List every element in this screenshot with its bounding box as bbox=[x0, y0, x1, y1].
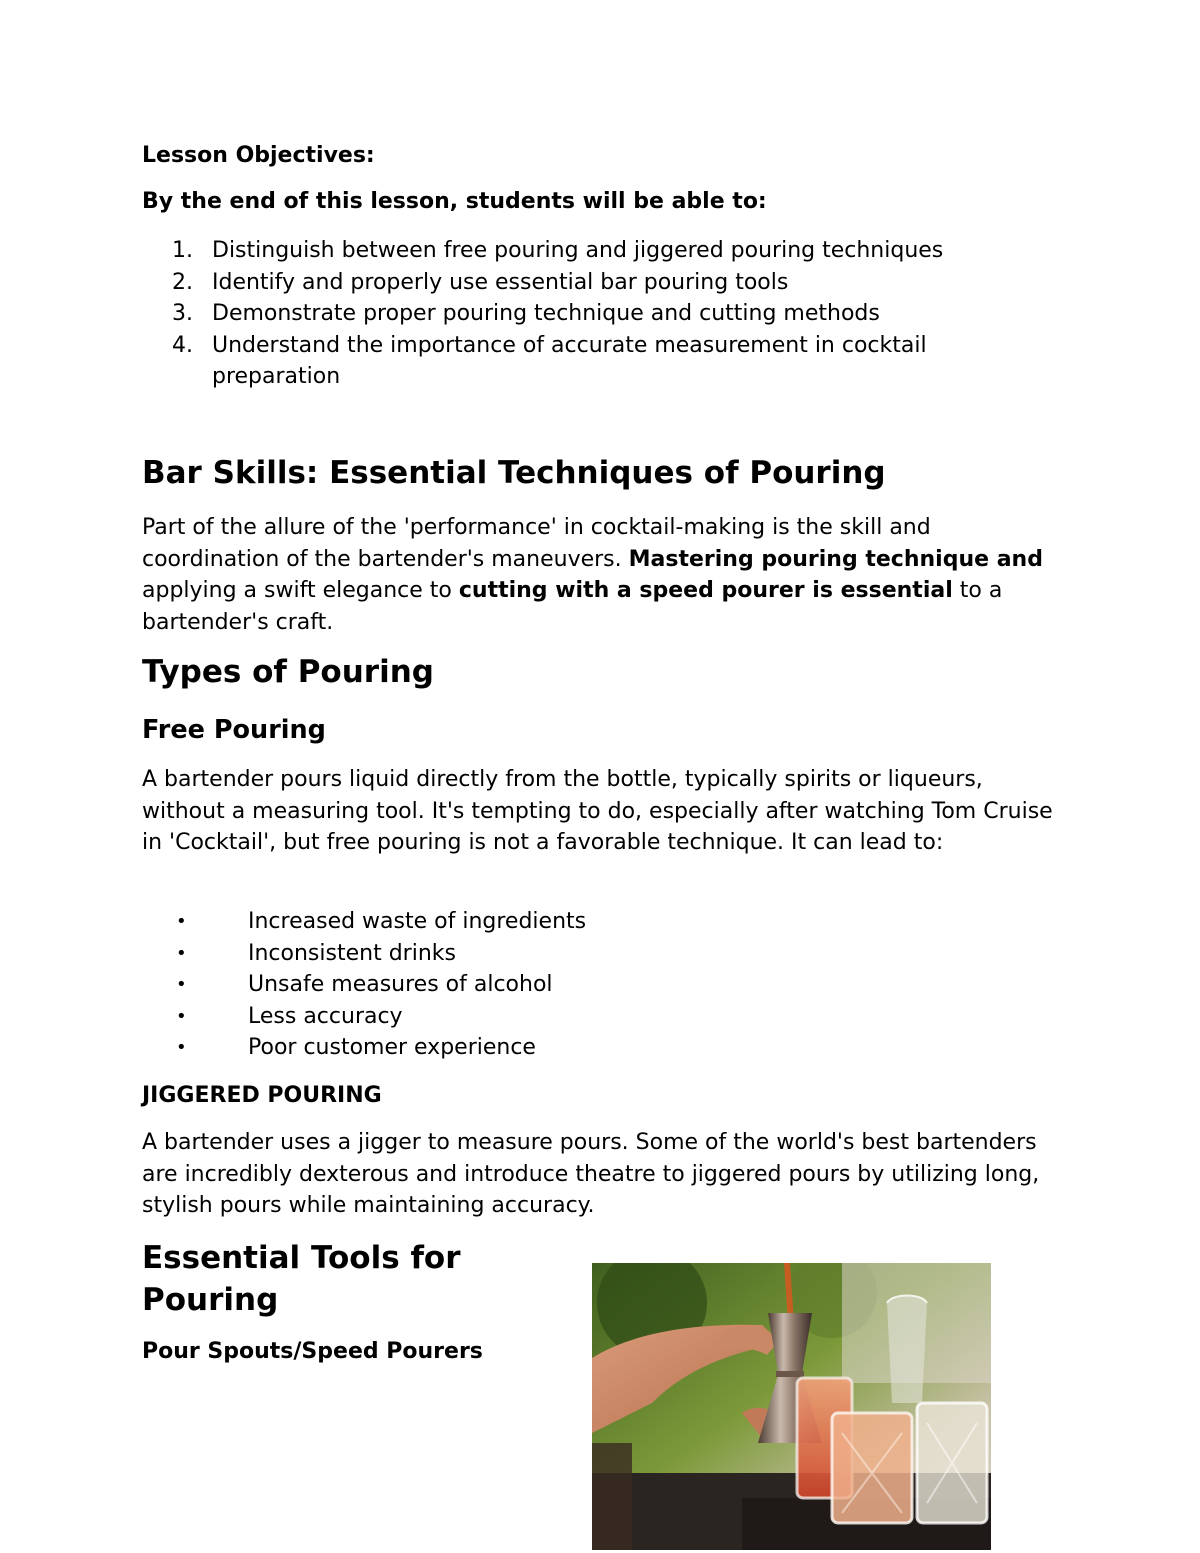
bar-skills-paragraph bbox=[142, 512, 1057, 638]
list-item-text: Unsafe measures of alcohol bbox=[248, 972, 553, 997]
list-item bbox=[172, 330, 1052, 393]
list-item-text: Inconsistent drinks bbox=[248, 940, 456, 966]
bar-skills-heading: Bar Skills: Essential Techniques of Pouring bbox=[142, 455, 886, 491]
pour-spouts-subheading: Pour Spouts/Speed Pourers bbox=[142, 1339, 483, 1364]
list-number: 4. bbox=[172, 332, 193, 358]
objectives-intro: By the end of this lesson, students will be able to: bbox=[142, 189, 767, 214]
essential-tools-heading: Essential Tools for Pouring bbox=[142, 1240, 461, 1318]
free-pouring-paragraph: A bartender pours liquid directly from the bottle, typically spirits or liqueurs, without a measuring tool. It's tempting to do, especially after watching Tom Cruise in 'Cocktail', but free pouring is not a favorable technique. It can lead to: bbox=[142, 767, 1053, 855]
list-item-text: Demonstrate proper pouring technique and cutting methods bbox=[212, 301, 880, 326]
list-item bbox=[172, 969, 586, 1001]
list-item bbox=[172, 938, 586, 970]
bullet-icon: • bbox=[176, 974, 187, 995]
list-item bbox=[172, 1032, 586, 1064]
objectives-title: Lesson Objectives: bbox=[142, 143, 375, 168]
objectives-list bbox=[172, 235, 1052, 393]
bartender-jigger-photo bbox=[592, 1263, 991, 1550]
paragraph-text: Part of the allure of the 'performance' in cocktail-making is the skill and coordination of the bartender's maneuvers. bbox=[142, 515, 931, 572]
bullet-icon: • bbox=[176, 1037, 187, 1058]
paragraph-text: to a bartender's craft. bbox=[142, 578, 1003, 635]
list-item bbox=[172, 298, 1052, 330]
list-item bbox=[172, 267, 1052, 299]
types-heading: Types of Pouring bbox=[142, 654, 434, 690]
list-item-text: Less accuracy bbox=[248, 1003, 403, 1029]
list-number: 2. bbox=[172, 269, 193, 295]
list-item bbox=[172, 1001, 586, 1033]
list-item-text: Poor customer experience bbox=[248, 1035, 536, 1060]
list-number: 3. bbox=[172, 301, 193, 326]
list-item bbox=[172, 906, 586, 938]
list-number: 1. bbox=[172, 238, 193, 263]
bullet-icon: • bbox=[176, 1005, 187, 1027]
list-item-text: Identify and properly use essential bar pouring tools bbox=[212, 269, 789, 295]
paragraph-bold-text: cutting with a speed pourer is essential bbox=[458, 578, 953, 603]
paragraph-bold-text: Mastering pouring technique and bbox=[628, 546, 1043, 572]
bullet-icon: • bbox=[176, 942, 187, 964]
jiggered-pouring-paragraph: A bartender uses a jigger to measure pours. Some of the world's best bartenders are incredibly dexterous and introduce theatre to jiggered pours by utilizing long, stylish pours while maintaining accuracy. bbox=[142, 1130, 1040, 1218]
list-item-text: Understand the importance of accurate measurement in cocktail preparation bbox=[212, 332, 927, 389]
list-item-text: Increased waste of ingredients bbox=[248, 909, 587, 934]
jiggered-pouring-heading: JIGGERED POURING bbox=[142, 1083, 382, 1108]
list-item-text: Distinguish between free pouring and jiggered pouring techniques bbox=[212, 238, 944, 263]
free-pouring-list bbox=[172, 906, 586, 1064]
list-item bbox=[172, 235, 1052, 267]
paragraph-text: applying a swift elegance to bbox=[142, 578, 459, 603]
bullet-icon: • bbox=[176, 911, 187, 932]
free-pouring-heading: Free Pouring bbox=[142, 715, 326, 745]
